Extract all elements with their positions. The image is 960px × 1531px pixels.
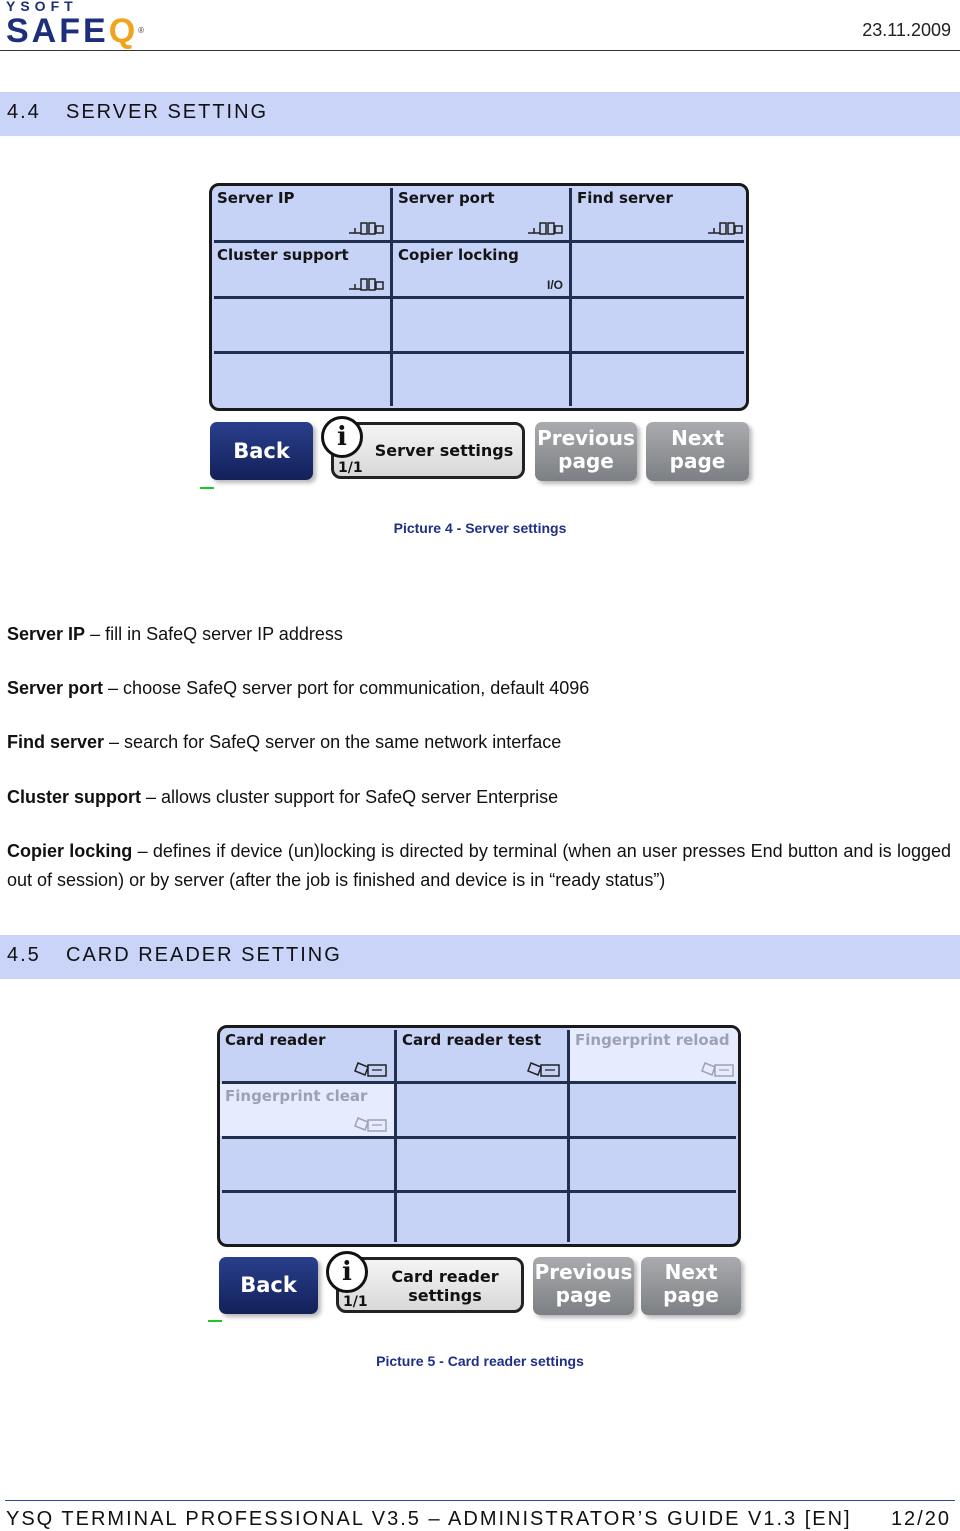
figure-caption: Picture 5 - Card reader settings: [376, 1353, 584, 1369]
document-date: 23.11.2009: [862, 20, 951, 40]
previous-page-button[interactable]: [535, 422, 637, 481]
previous-page-label-line2: page: [558, 449, 614, 473]
card-reader-cell[interactable]: [220, 1028, 394, 1081]
footer-divider: [5, 1500, 955, 1501]
definition-term: Server IP: [7, 624, 86, 644]
fingerprint-reload-label: Fingerprint reload: [575, 1031, 730, 1049]
network-icon: [527, 220, 563, 236]
back-button[interactable]: Back: [219, 1257, 318, 1314]
logo-wordmark-safeq: [6, 14, 147, 48]
fingerprint-clear-cell: [220, 1084, 394, 1136]
fingerprint-clear-label: Fingerprint clear: [225, 1087, 368, 1105]
definition-text: – fill in SafeQ server IP address: [85, 624, 343, 644]
page-indicator: 1/1: [343, 1294, 368, 1310]
definition-server-port: [7, 674, 951, 703]
server-port-cell[interactable]: [393, 186, 569, 240]
grid-divider: [222, 1136, 736, 1139]
card-icon: [354, 1116, 388, 1132]
logo-q-text: Q: [108, 12, 139, 50]
card-reader-test-label: Card reader test: [402, 1031, 542, 1049]
logo-safe-text: SAFE: [6, 12, 109, 50]
logo-wordmark-ysoft: YSOFT: [6, 0, 78, 14]
info-title: Server settings: [374, 441, 514, 460]
copier-locking-cell[interactable]: [393, 243, 569, 296]
section-heading-card-reader-setting: [0, 935, 960, 979]
cluster-support-cell[interactable]: [212, 243, 390, 296]
find-server-cell[interactable]: [572, 186, 749, 240]
definition-text: – allows cluster support for SafeQ server Enterprise: [141, 787, 559, 807]
definition-find-server: [7, 728, 951, 757]
definition-text: – defines if device (un)locking is directed by terminal (when an user presses End button and is logged out of session) or by server (after the job is finished and device is in “ready status”): [7, 841, 951, 890]
next-page-label-line2: page: [663, 1283, 719, 1307]
card-icon: [527, 1061, 561, 1077]
header-divider: [0, 50, 960, 51]
info-title-line2: settings: [408, 1286, 482, 1305]
network-icon: [348, 276, 384, 292]
figure-caption: Picture 4 - Server settings: [393, 520, 567, 536]
section-number: 4.5: [7, 944, 41, 966]
card-reader-label: Card reader: [225, 1031, 326, 1049]
text-cursor: [208, 1320, 222, 1322]
next-page-label-line2: page: [669, 449, 726, 473]
previous-page-label-line2: page: [555, 1283, 612, 1307]
grid-divider: [214, 296, 744, 299]
definition-term: Cluster support: [7, 787, 142, 807]
next-page-label-line1: Next: [664, 1260, 718, 1284]
definition-cluster-support: [7, 783, 951, 812]
previous-page-label-line1: Previous: [537, 426, 635, 450]
empty-cell: [572, 243, 749, 296]
server-ip-label: Server IP: [217, 189, 295, 207]
server-settings-grid: [209, 183, 749, 411]
network-icon: [348, 220, 384, 236]
card-reader-test-cell[interactable]: [397, 1028, 567, 1081]
definition-term: Copier locking: [7, 841, 133, 861]
copier-locking-label: Copier locking: [398, 246, 519, 264]
server-port-label: Server port: [398, 189, 495, 207]
cluster-support-label: Cluster support: [217, 246, 349, 264]
footer-document-title: YSQ TERMINAL PROFESSIONAL V3.5 – ADMINISTRATOR’S GUIDE V1.3 [EN]: [6, 1508, 852, 1530]
section-title: CARD READER SETTING: [66, 944, 342, 966]
section-heading-server-setting: [0, 92, 960, 136]
footer-page-number: 12/20: [890, 1508, 951, 1530]
fingerprint-reload-cell: [570, 1028, 741, 1081]
back-button[interactable]: Back: [210, 422, 313, 480]
info-icon[interactable]: i: [321, 416, 363, 458]
server-ip-cell[interactable]: [212, 186, 390, 240]
find-server-label: Find server: [577, 189, 673, 207]
card-icon: [701, 1061, 735, 1077]
text-cursor: [200, 487, 214, 489]
page-indicator: 1/1: [338, 460, 363, 476]
toggle-io-icon: I/O: [546, 278, 563, 292]
next-page-label-line1: Next: [671, 426, 724, 450]
next-page-button[interactable]: [646, 422, 749, 481]
grid-divider: [222, 1190, 736, 1193]
logo-registered-mark: ®: [138, 26, 148, 35]
grid-divider: [214, 351, 744, 354]
definition-text: – search for SafeQ server on the same network interface: [104, 732, 562, 752]
section-title: SERVER SETTING: [66, 101, 269, 123]
previous-page-label-line1: Previous: [534, 1260, 633, 1284]
definition-term: Find server: [7, 732, 105, 752]
card-reader-settings-grid: [217, 1025, 741, 1247]
definition-copier-locking: [7, 837, 951, 895]
next-page-button[interactable]: [641, 1257, 741, 1315]
definition-server-ip: [7, 620, 951, 649]
section-number: 4.4: [7, 101, 41, 123]
network-icon: [707, 220, 743, 236]
info-title-line1: Card reader: [391, 1267, 499, 1286]
info-icon[interactable]: i: [326, 1251, 368, 1293]
definition-text: – choose SafeQ server port for communication, default 4096: [103, 678, 590, 698]
card-icon: [354, 1061, 388, 1077]
previous-page-button[interactable]: [533, 1257, 634, 1315]
definition-term: Server port: [7, 678, 104, 698]
